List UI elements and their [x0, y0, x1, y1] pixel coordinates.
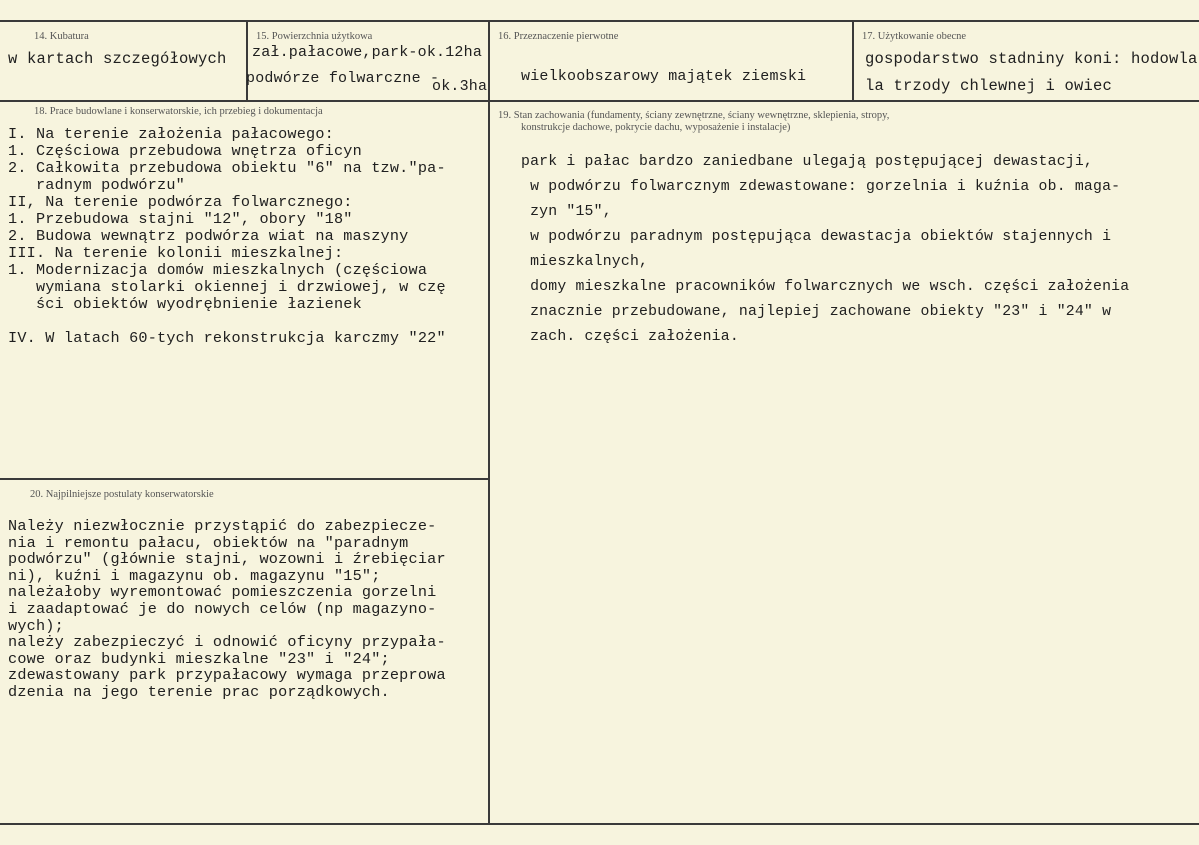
powierzchnia-label: 15. Powierzchnia użytkowa — [256, 31, 373, 42]
postulaty-line: należałoby wyremontować pomieszczenia gorzelni — [8, 583, 437, 602]
postulaty-line: podwórzu" (głównie stajni, wozowni i źrebięciar — [8, 550, 446, 569]
postulaty-line: cowe oraz budynki mieszkalne "23" i "24"; — [8, 649, 390, 668]
przeznaczenie-label: 16. Przeznaczenie pierwotne — [498, 31, 619, 42]
col-divider-14-15 — [246, 20, 248, 100]
top-border — [0, 20, 1199, 22]
prace-line: 1. Przebudowa stajni "12", obory "18" — [8, 210, 353, 228]
col-divider-main — [488, 20, 490, 824]
prace-text — [8, 126, 446, 347]
prace-line: III. Na terenie kolonii mieszkalnej: — [8, 244, 344, 262]
postulaty-line: i zaadaptować je do nowych celów (np magazyno- — [8, 599, 437, 618]
postulaty-line: Należy niezwłocznie przystąpić do zabezpiecze- — [8, 517, 437, 535]
postulaty-line: zdewastowany park przypałacowy wymaga przeprowa — [8, 666, 446, 685]
prace-line: 2. Całkowita przebudowa obiektu "6" na tzw."pa- — [8, 159, 446, 177]
prace-line: radnym podwórzu" — [8, 176, 185, 194]
postulaty-line: ni), kuźni i magazynu ob. magazynu "15"; — [8, 566, 381, 585]
kubatura-label: 14. Kubatura — [34, 31, 89, 42]
prace-line: IV. W latach 60-tych rekonstrukcja karczmy "22" — [8, 329, 446, 347]
kubatura-value: w kartach szczegółowych — [8, 50, 227, 68]
stan-line: mieszkalnych, — [521, 254, 649, 270]
uzytkowanie-line1: gospodarstwo stadniny koni: hodowla — [865, 50, 1198, 68]
powierzchnia-line1: zał.pałacowe,park-ok.12ha — [252, 44, 483, 61]
prace-line: I. Na terenie założenia pałacowego: — [8, 125, 334, 143]
prace-line: II, Na terenie podwórza folwarcznego: — [8, 193, 353, 211]
bottom-border — [0, 823, 1199, 825]
stan-label-line1: 19. Stan zachowania (fundamenty, ściany zewnętrzne, ściany wewnętrzne, sklepienia, stropy, — [498, 110, 890, 121]
prace-line: 1. Modernizacja domów mieszkalnych (częściowa — [8, 261, 428, 279]
stan-line: w podwórzu paradnym postępująca dewastacja obiektów stajennych i — [521, 229, 1112, 245]
powierzchnia-line2-sub: ok.3ha — [432, 78, 488, 95]
powierzchnia-line2: podwórze folwarczne - — [246, 70, 440, 87]
stan-line: park i pałac bardzo zaniedbane ulegają postępującej dewastacji, — [521, 154, 1094, 170]
stan-line: znacznie przebudowane, najlepiej zachowane obiekty "23" i "24" w — [521, 304, 1112, 320]
left-section-rule — [0, 478, 488, 480]
postulaty-line: dzenia na jego terenie prac porządkowych. — [8, 682, 390, 701]
postulaty-label: 20. Najpilniejsze postulaty konserwatorskie — [30, 489, 214, 500]
stan-text — [521, 150, 1129, 350]
stan-line: w podwórzu folwarcznym zdewastowane: gorzelnia i kuźnia ob. maga- — [521, 179, 1121, 195]
prace-label: 18. Prace budowlane i konserwatorskie, ich przebieg i dokumentacja — [34, 106, 323, 117]
postulaty-text — [8, 518, 446, 701]
prace-line: 2. Budowa wewnątrz podwórza wiat na maszyny — [8, 227, 409, 245]
prace-line: ści obiektów wyodrębnienie łazienek — [8, 295, 362, 313]
row1-bottom-rule — [0, 100, 1199, 102]
stan-label-line2: konstrukcje dachowe, pokrycie dachu, wyposażenie i instalacje) — [521, 122, 791, 133]
uzytkowanie-line2: la trzody chlewnej i owiec — [865, 77, 1113, 95]
postulaty-line: należy zabezpieczyć i odnowić oficyny przypała- — [8, 633, 446, 652]
uzytkowanie-clip — [853, 40, 1199, 100]
stan-line: zach. części założenia. — [521, 329, 739, 345]
przeznaczenie-value: wielkoobszarowy majątek ziemski — [521, 68, 807, 85]
prace-line: 1. Częściowa przebudowa wnętrza oficyn — [8, 142, 362, 160]
prace-line — [8, 313, 446, 330]
postulaty-line: nia i remontu pałacu, obiektów na "paradnym — [8, 533, 409, 552]
prace-line: wymiana stolarki okiennej i drzwiowej, w czę — [8, 278, 446, 296]
stan-line: domy mieszkalne pracowników folwarcznych we wsch. części założenia — [521, 279, 1130, 295]
stan-line: zyn "15", — [521, 204, 612, 220]
uzytkowanie-label: 17. Użytkowanie obecne — [862, 31, 967, 42]
postulaty-line: wych); — [8, 616, 64, 635]
